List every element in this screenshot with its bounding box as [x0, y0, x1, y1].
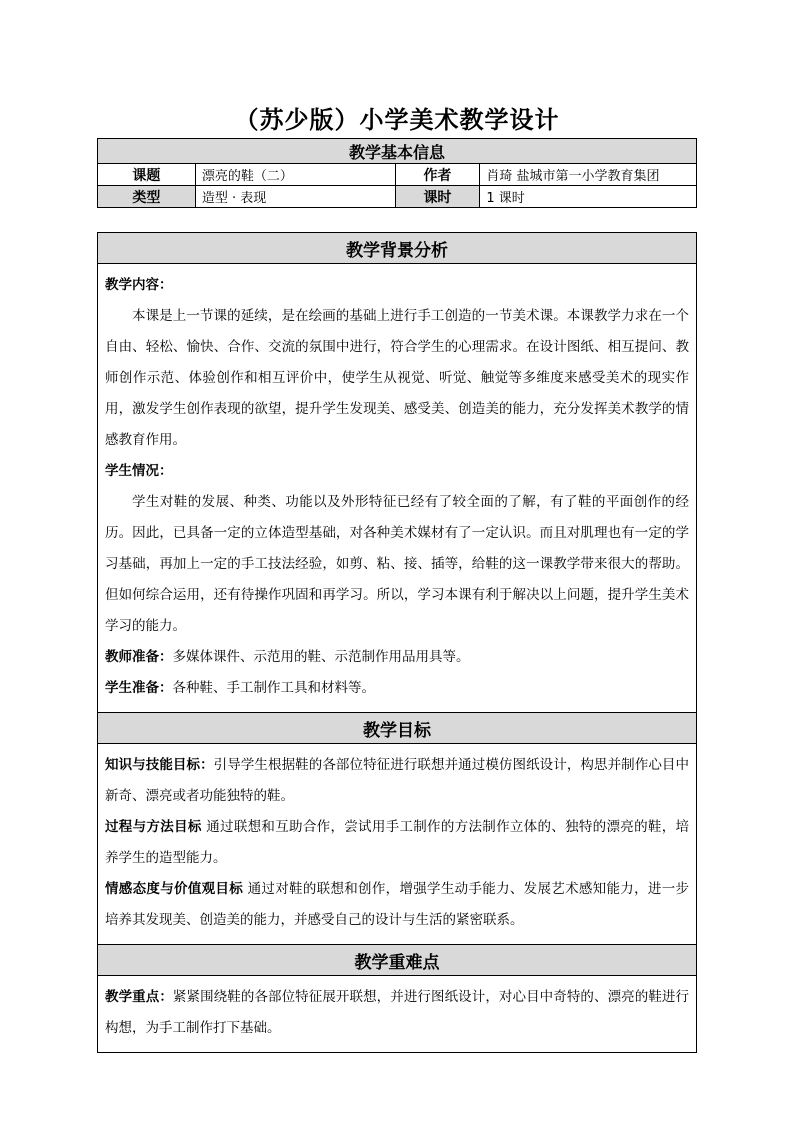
- content-label: 教学内容：: [105, 277, 173, 293]
- basic-info-header: 教学基本信息: [98, 139, 697, 164]
- topic-value: 漂亮的鞋（二）: [195, 164, 395, 186]
- basic-info-table: [97, 138, 697, 208]
- process-goal-text: 通过联想和互助合作，尝试用手工制作的方法制作立体的、独特的漂亮的鞋，培养学生的造型能力。: [105, 819, 690, 866]
- type-value: 造型 · 表现: [195, 186, 395, 208]
- goals-header: 教学目标: [98, 713, 697, 744]
- table-row: [98, 164, 697, 186]
- content-text: 本课是上一节课的延续，是在绘画的基础上进行手工创造的一节美术课。本课教学力求在一个自由、轻松、愉快、合作、交流的氛围中进行，符合学生的心理需求。在设计图纸、相互提问、教师创作示范、体验创作和相互评价中，使学生从视觉、听觉、触觉等多维度来感受美术的现实作用，激发学生创作表现的欲望，提升学生发现美、感受美、创造美的能力，充分发挥美术教学的情感教育作用。: [105, 308, 689, 448]
- student-prep-text: 各种鞋、手工制作工具和材料等。: [172, 680, 375, 696]
- teacher-prep-label: 教师准备：: [105, 649, 173, 665]
- period-label: 课时: [395, 186, 480, 208]
- student-label: 学生情况：: [105, 463, 173, 479]
- student-text: 学生对鞋的发展、种类、功能以及外形特征已经有了较全面的了解，有了鞋的平面创作的经历。因此，已具备一定的立体造型基础，对各种美术媒材有了一定认识。而且对肌理也有一定的学习基础，再加上一定的手工技法经验，如剪、粘、接、插等，给鞋的这一课教学带来很大的帮助。但如何综合运用，还有待操作巩固和再学习。所以，学习本课有利于解决以上问题，提升学生美术学习的能力。: [105, 494, 689, 634]
- keypoints-section: [98, 976, 697, 1053]
- emotion-goal-text: 通过对鞋的联想和创作，增强学生动手能力、发展艺术感知能力，进一步培养其发现美、创造美的能力，并感受自己的设计与生活的紧密联系。: [105, 881, 690, 928]
- page-title: （苏少版）小学美术教学设计: [234, 105, 560, 134]
- knowledge-goal-label: 知识与技能目标：: [105, 757, 214, 773]
- emotion-goal-label: 情感态度与价值观目标: [105, 881, 244, 897]
- background-header: 教学背景分析: [98, 233, 697, 264]
- key-point-text: 紧紧围绕鞋的各部位特征展开联想，并进行图纸设计，对心目中奇特的、漂亮的鞋进行构想，为手工制作打下基础。: [105, 989, 690, 1036]
- author-label: 作者: [395, 164, 480, 186]
- knowledge-goal-text: 引导学生根据鞋的各部位特征进行联想并通过模仿图纸设计，构思并制作心目中新奇、漂亮或者功能独特的鞋。: [105, 757, 690, 804]
- type-label: 类型: [98, 186, 196, 208]
- period-value: 1 课时: [480, 186, 697, 208]
- key-point-label: 教学重点：: [105, 989, 173, 1005]
- table-row: [98, 186, 697, 208]
- topic-label: 课题: [98, 164, 196, 186]
- goals-section: [98, 744, 697, 945]
- author-value: 肖琦 盐城市第一小学教育集团: [480, 164, 697, 186]
- student-prep-label: 学生准备：: [105, 680, 173, 696]
- teacher-prep-text: 多媒体课件、示范用的鞋、示范制作用品用具等。: [172, 649, 470, 665]
- background-section: [98, 264, 697, 713]
- lesson-plan-table: [97, 232, 697, 1053]
- keypoints-header: 教学重难点: [98, 945, 697, 976]
- process-goal-label: 过程与方法目标: [105, 819, 202, 835]
